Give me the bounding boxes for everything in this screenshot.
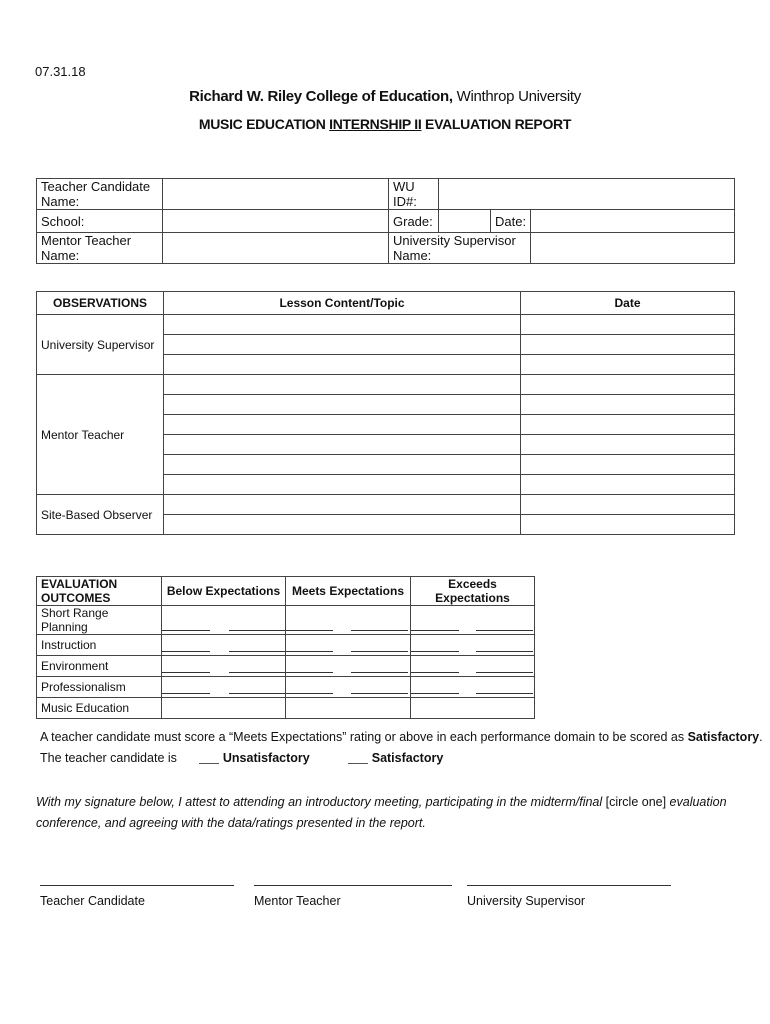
candidate-name-label: Teacher Candidate Name:: [37, 179, 163, 210]
date-field[interactable]: [521, 355, 735, 375]
college-name: [0, 88, 770, 105]
school-field[interactable]: [163, 210, 389, 233]
observations-table: [36, 291, 735, 535]
document-date-code: 07.31.18: [35, 64, 86, 79]
site-based-observer-row-label: Site-Based Observer: [37, 495, 164, 535]
exceeds-expectations-cell[interactable]: [411, 606, 535, 635]
evaluation-row: [37, 606, 535, 635]
school-label: School:: [37, 210, 163, 233]
supervisor-name-field[interactable]: [531, 233, 735, 264]
evaluation-outcomes-table: [36, 576, 535, 719]
lesson-field[interactable]: [164, 335, 521, 355]
status-label: The teacher candidate is: [40, 751, 177, 765]
evaluation-outcomes-header: EVALUATION OUTCOMES: [37, 577, 162, 606]
date-field[interactable]: [521, 315, 735, 335]
date-field[interactable]: [521, 475, 735, 495]
date-field[interactable]: [521, 375, 735, 395]
date-field[interactable]: [521, 455, 735, 475]
evaluation-row: [37, 698, 535, 719]
date-header: Date: [521, 292, 735, 315]
meets-expectations-cell[interactable]: [286, 635, 411, 656]
mentor-name-field[interactable]: [163, 233, 389, 264]
report-title: [0, 116, 770, 132]
lesson-field[interactable]: [164, 355, 521, 375]
evaluation-row-label: Short Range Planning: [37, 606, 162, 635]
wu-id-field[interactable]: [439, 179, 735, 210]
mentor-signature-line[interactable]: [254, 885, 452, 886]
date-field[interactable]: [521, 335, 735, 355]
date-field[interactable]: [521, 435, 735, 455]
exceeds-expectations-cell[interactable]: [411, 656, 535, 677]
lesson-field[interactable]: [164, 395, 521, 415]
candidate-status: [40, 751, 443, 765]
evaluation-row-label: Instruction: [37, 635, 162, 656]
lesson-field[interactable]: [164, 475, 521, 495]
lesson-field[interactable]: [164, 315, 521, 335]
satisfactory-option: Satisfactory: [371, 751, 444, 765]
attest-part-c: evaluation conference, and agreeing with the data/ratings presented in the report.: [36, 795, 727, 830]
attest-circle-one: [circle one]: [605, 795, 667, 809]
report-title-part-b: EVALUATION REPORT: [421, 116, 572, 132]
evaluation-row-label: Environment: [37, 656, 162, 677]
meets-expectations-cell[interactable]: [286, 606, 411, 635]
below-expectations-cell[interactable]: [162, 698, 286, 719]
note-text: A teacher candidate must score a “Meets Expectations” rating or above in each performance domain to be scored as: [40, 730, 688, 744]
meets-expectations-header: Meets Expectations: [286, 577, 411, 606]
lesson-field[interactable]: [164, 375, 521, 395]
wu-id-label: WU ID#:: [389, 179, 439, 210]
supervisor-signature-label: University Supervisor: [467, 894, 586, 908]
lesson-topic-header: Lesson Content/Topic: [164, 292, 521, 315]
lesson-field[interactable]: [164, 435, 521, 455]
attestation-statement: [36, 792, 741, 834]
lesson-field[interactable]: [164, 455, 521, 475]
satisfactory-note: [40, 730, 763, 744]
unsatisfactory-blank[interactable]: [199, 763, 219, 764]
observations-header: OBSERVATIONS: [37, 292, 164, 315]
report-title-underlined: INTERNSHIP II: [329, 116, 422, 132]
meets-expectations-cell[interactable]: [286, 677, 411, 698]
grade-label: Grade:: [389, 210, 439, 233]
exceeds-expectations-header: Exceeds Expectations: [411, 577, 535, 606]
below-expectations-header: Below Expectations: [162, 577, 286, 606]
candidate-signature-label: Teacher Candidate: [40, 894, 145, 908]
date-field[interactable]: [521, 415, 735, 435]
lesson-field[interactable]: [164, 495, 521, 515]
below-expectations-cell[interactable]: [162, 656, 286, 677]
mentor-teacher-row-label: Mentor Teacher: [37, 375, 164, 495]
evaluation-row: [37, 677, 535, 698]
exceeds-expectations-cell[interactable]: [411, 698, 535, 719]
exceeds-expectations-cell[interactable]: [411, 635, 535, 656]
candidate-info-table: [36, 178, 735, 264]
college-university: Winthrop University: [452, 88, 581, 105]
college-name-bold: Richard W. Riley College of Education,: [189, 88, 453, 105]
exceeds-expectations-cell[interactable]: [411, 677, 535, 698]
evaluation-row-label: Professionalism: [37, 677, 162, 698]
supervisor-signature-line[interactable]: [467, 885, 671, 886]
satisfactory-blank[interactable]: [348, 763, 368, 764]
evaluation-row: [37, 635, 535, 656]
evaluation-row: [37, 656, 535, 677]
lesson-field[interactable]: [164, 415, 521, 435]
university-supervisor-row-label: University Supervisor: [37, 315, 164, 375]
lesson-field[interactable]: [164, 515, 521, 535]
candidate-name-field[interactable]: [163, 179, 389, 210]
note-end: .: [759, 730, 763, 744]
below-expectations-cell[interactable]: [162, 677, 286, 698]
below-expectations-cell[interactable]: [162, 635, 286, 656]
date-field[interactable]: [521, 495, 735, 515]
evaluation-row-label: Music Education: [37, 698, 162, 719]
meets-expectations-cell[interactable]: [286, 698, 411, 719]
mentor-name-label: Mentor Teacher Name:: [37, 233, 163, 264]
note-bold: Satisfactory: [687, 730, 760, 744]
report-title-part-a: MUSIC EDUCATION: [198, 116, 330, 132]
date-label: Date:: [491, 210, 531, 233]
meets-expectations-cell[interactable]: [286, 656, 411, 677]
date-field[interactable]: [521, 395, 735, 415]
attest-part-a: With my signature below, I attest to attending an introductory meeting, participating in the midterm/final: [36, 795, 606, 809]
grade-field[interactable]: [439, 210, 491, 233]
supervisor-name-label: University Supervisor Name:: [389, 233, 531, 264]
unsatisfactory-option: Unsatisfactory: [222, 751, 310, 765]
mentor-signature-label: Mentor Teacher: [254, 894, 341, 908]
candidate-signature-line[interactable]: [40, 885, 234, 886]
date-field[interactable]: [531, 210, 735, 233]
below-expectations-cell[interactable]: [162, 606, 286, 635]
date-field[interactable]: [521, 515, 735, 535]
